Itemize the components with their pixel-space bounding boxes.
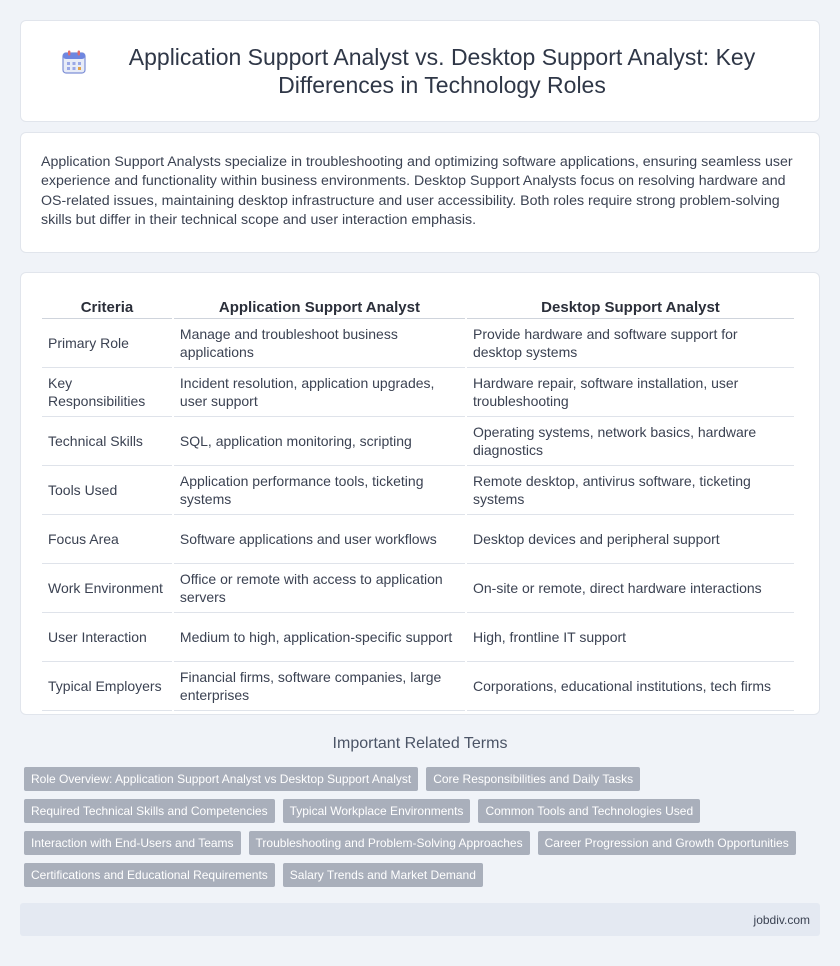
- page-title: Application Support Analyst vs. Desktop Support Analyst: Key Differences in Technology Roles: [128, 44, 756, 98]
- desktop-cell: On-site or remote, direct hardware interactions: [467, 564, 794, 613]
- application-cell: Manage and troubleshoot business applications: [174, 319, 465, 368]
- footer: [20, 903, 820, 936]
- related-term-tag[interactable]: Typical Workplace Environments: [283, 799, 471, 823]
- table-header-row: [42, 295, 794, 319]
- comparison-table-card: [20, 272, 820, 715]
- desktop-cell: High, frontline IT support: [467, 613, 794, 662]
- related-term-tag[interactable]: Salary Trends and Market Demand: [283, 863, 483, 887]
- criteria-cell: Typical Employers: [42, 662, 172, 711]
- application-cell: Incident resolution, application upgrades, user support: [174, 368, 465, 417]
- criteria-cell: Technical Skills: [42, 417, 172, 466]
- desktop-cell: Operating systems, network basics, hardware diagnostics: [467, 417, 794, 466]
- related-term-tag[interactable]: Core Responsibilities and Daily Tasks: [426, 767, 640, 791]
- table-row: [42, 368, 794, 417]
- table-row: [42, 417, 794, 466]
- calendar-icon: [61, 49, 87, 75]
- criteria-cell: Primary Role: [42, 319, 172, 368]
- table-row: [42, 564, 794, 613]
- table-row: [42, 466, 794, 515]
- criteria-cell: Key Responsibilities: [42, 368, 172, 417]
- related-term-tag[interactable]: Required Technical Skills and Competencies: [24, 799, 275, 823]
- header-desktop-support: Desktop Support Analyst: [467, 295, 794, 319]
- desktop-cell: Provide hardware and software support for desktop systems: [467, 319, 794, 368]
- intro-card: [20, 132, 820, 253]
- application-cell: Software applications and user workflows: [174, 515, 465, 564]
- related-term-tag[interactable]: Certifications and Educational Requirements: [24, 863, 275, 887]
- criteria-cell: Tools Used: [42, 466, 172, 515]
- desktop-cell: Remote desktop, antivirus software, ticketing systems: [467, 466, 794, 515]
- intro-text: Application Support Analysts specialize in troubleshooting and optimizing software applications, ensuring seamless user experience and functionality within business environments. Desktop Support Analysts focus on resolving hardware and OS-related issues, maintaining desktop infrastructure and user accessibility. Both roles require strong problem-solving skills but differ in their technical scope and user interaction emphasis.: [41, 154, 793, 229]
- application-cell: Application performance tools, ticketing systems: [174, 466, 465, 515]
- header-card: [20, 20, 820, 122]
- related-term-tag[interactable]: Role Overview: Application Support Analyst vs Desktop Support Analyst: [24, 767, 418, 791]
- header-criteria: Criteria: [42, 295, 172, 319]
- application-cell: SQL, application monitoring, scripting: [174, 417, 465, 466]
- application-cell: Financial firms, software companies, large enterprises: [174, 662, 465, 711]
- related-term-tag[interactable]: Common Tools and Technologies Used: [478, 799, 700, 823]
- desktop-cell: Desktop devices and peripheral support: [467, 515, 794, 564]
- desktop-cell: Corporations, educational institutions, tech firms: [467, 662, 794, 711]
- application-cell: Medium to high, application-specific support: [174, 613, 465, 662]
- related-term-tag[interactable]: Troubleshooting and Problem-Solving Approaches: [249, 831, 530, 855]
- table-row: [42, 662, 794, 711]
- criteria-cell: User Interaction: [42, 613, 172, 662]
- table-row: [42, 613, 794, 662]
- criteria-cell: Work Environment: [42, 564, 172, 613]
- related-term-tag[interactable]: Career Progression and Growth Opportunities: [538, 831, 796, 855]
- desktop-cell: Hardware repair, software installation, user troubleshooting: [467, 368, 794, 417]
- table-row: [42, 515, 794, 564]
- table-row: [42, 319, 794, 368]
- criteria-cell: Focus Area: [42, 515, 172, 564]
- related-terms-title: Important Related Terms: [332, 735, 508, 752]
- related-terms-list: [24, 767, 814, 887]
- header-application-support: Application Support Analyst: [174, 295, 465, 319]
- related-term-tag[interactable]: Interaction with End-Users and Teams: [24, 831, 241, 855]
- footer-site-link[interactable]: jobdiv.com: [753, 912, 810, 927]
- comparison-table: [40, 295, 796, 711]
- application-cell: Office or remote with access to application servers: [174, 564, 465, 613]
